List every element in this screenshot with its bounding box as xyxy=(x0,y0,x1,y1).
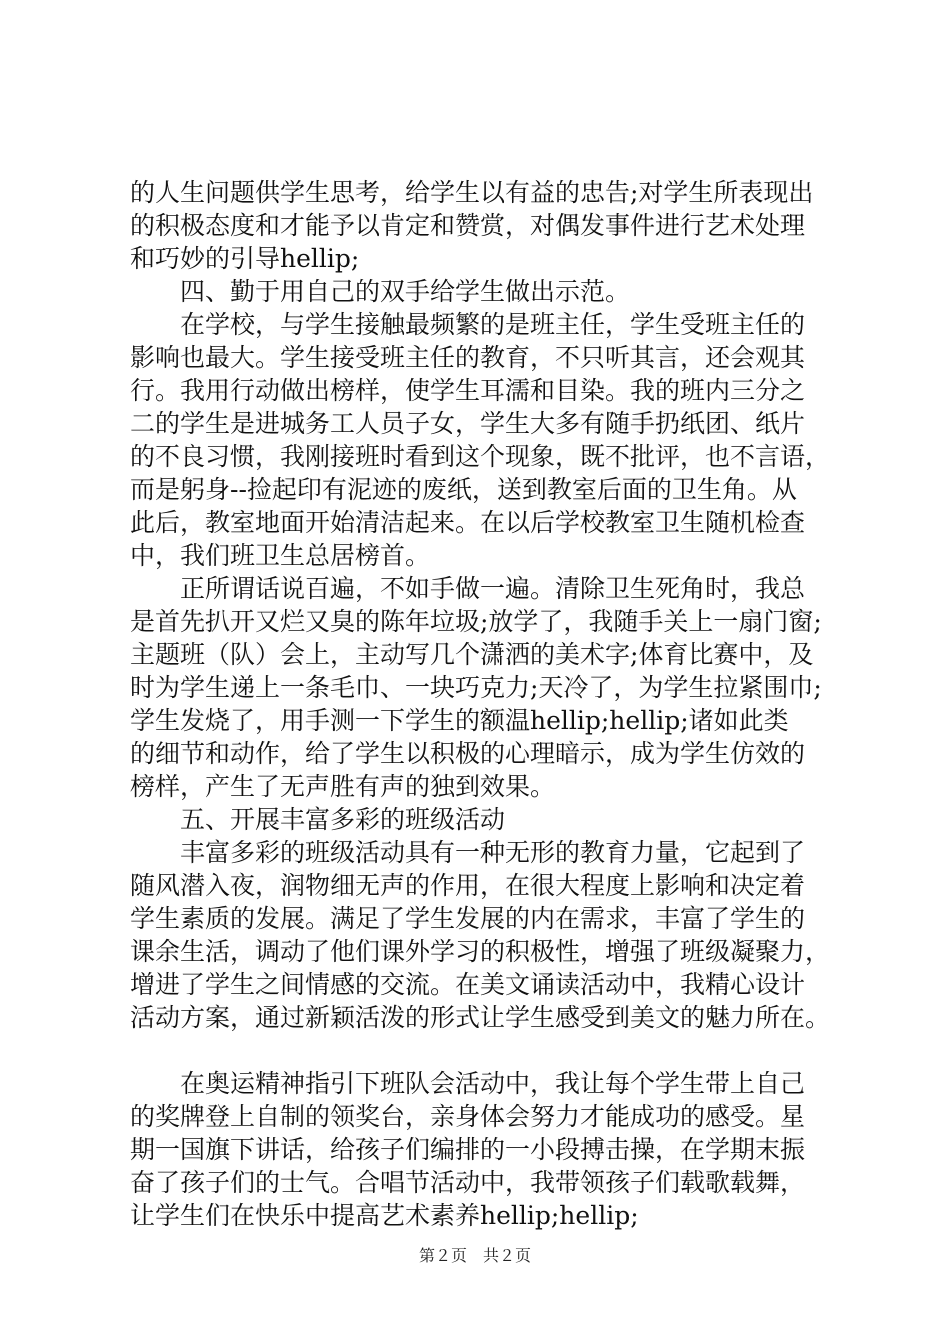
line-09: 的不良习惯，我刚接班时看到这个现象，既不批评，也不言语， xyxy=(130,442,831,471)
line-18: 的细节和动作，给了学生以积极的心理暗示，成为学生仿效的 xyxy=(130,739,806,768)
line-31: 奋了孩子们的士气。合唱节活动中，我带领孩子们载歌载舞， xyxy=(130,1168,806,1197)
line-30: 期一国旗下讲话，给孩子们编排的一小段搏击操，在学期末振 xyxy=(130,1135,806,1164)
line-24: 课余生活，调动了他们课外学习的积极性，增强了班级凝聚力， xyxy=(130,937,831,966)
line-10: 而是躬身--捡起印有泥迹的废纸，送到教室后面的卫生角。从 xyxy=(130,475,797,504)
line-26: 活动方案，通过新颖活泼的形式让学生感受到美文的魅力所在。 xyxy=(130,1003,831,1032)
line-32: 让学生们在快乐中提高艺术素养hellip;hellip; xyxy=(130,1201,639,1230)
line-06: 影响也最大。学生接受班主任的教育，不只听其言，还会观其 xyxy=(130,343,806,372)
line-08: 二的学生是进城务工人员子女，学生大多有随手扔纸团、纸片 xyxy=(130,409,806,438)
line-11: 此后，教室地面开始清洁起来。在以后学校教室卫生随机检查 xyxy=(130,508,806,537)
line-01: 的人生问题供学生思考，给学生以有益的忠告;对学生所表现出 xyxy=(130,178,814,207)
line-29: 的奖牌登上自制的领奖台，亲身体会努力才能成功的感受。星 xyxy=(130,1102,806,1131)
page-number-footer: 第２页 共２页 xyxy=(418,1246,531,1265)
line-16: 时为学生递上一条毛巾、一块巧克力;天冷了，为学生拉紧围巾; xyxy=(130,673,822,702)
line-21: 丰富多彩的班级活动具有一种无形的教育力量，它起到了 xyxy=(130,838,806,867)
line-17: 学生发烧了，用手测一下学生的额温hellip;hellip;诸如此类 xyxy=(130,706,789,735)
line-03: 和巧妙的引导hellip; xyxy=(130,244,360,273)
line-04: 四、勤于用自己的双手给学生做出示范。 xyxy=(130,277,631,306)
line-25: 增进了学生之间情感的交流。在美文诵读活动中，我精心设计 xyxy=(130,970,806,999)
line-05: 在学校，与学生接触最频繁的是班主任，学生受班主任的 xyxy=(130,310,806,339)
line-14: 是首先扒开又烂又臭的陈年垃圾;放学了，我随手关上一扇门窗; xyxy=(130,607,822,636)
line-02: 的积极态度和才能予以肯定和赞赏，对偶发事件进行艺术处理 xyxy=(130,211,806,240)
line-07: 行。我用行动做出榜样，使学生耳濡和目染。我的班内三分之 xyxy=(130,376,806,405)
line-23: 学生素质的发展。满足了学生发展的内在需求，丰富了学生的 xyxy=(130,904,806,933)
line-19: 榜样，产生了无声胜有声的独到效果。 xyxy=(130,772,556,801)
line-20: 五、开展丰富多彩的班级活动 xyxy=(130,805,506,834)
line-12: 中，我们班卫生总居榜首。 xyxy=(130,541,431,570)
line-22: 随风潜入夜，润物细无声的作用，在很大程度上影响和决定着 xyxy=(130,871,806,900)
line-28: 在奥运精神指引下班队会活动中，我让每个学生带上自己 xyxy=(130,1069,806,1098)
line-13: 正所谓话说百遍，不如手做一遍。清除卫生死角时，我总 xyxy=(130,574,806,603)
line-15: 主题班（队）会上，主动写几个潇洒的美术字;体育比赛中，及 xyxy=(130,640,814,669)
